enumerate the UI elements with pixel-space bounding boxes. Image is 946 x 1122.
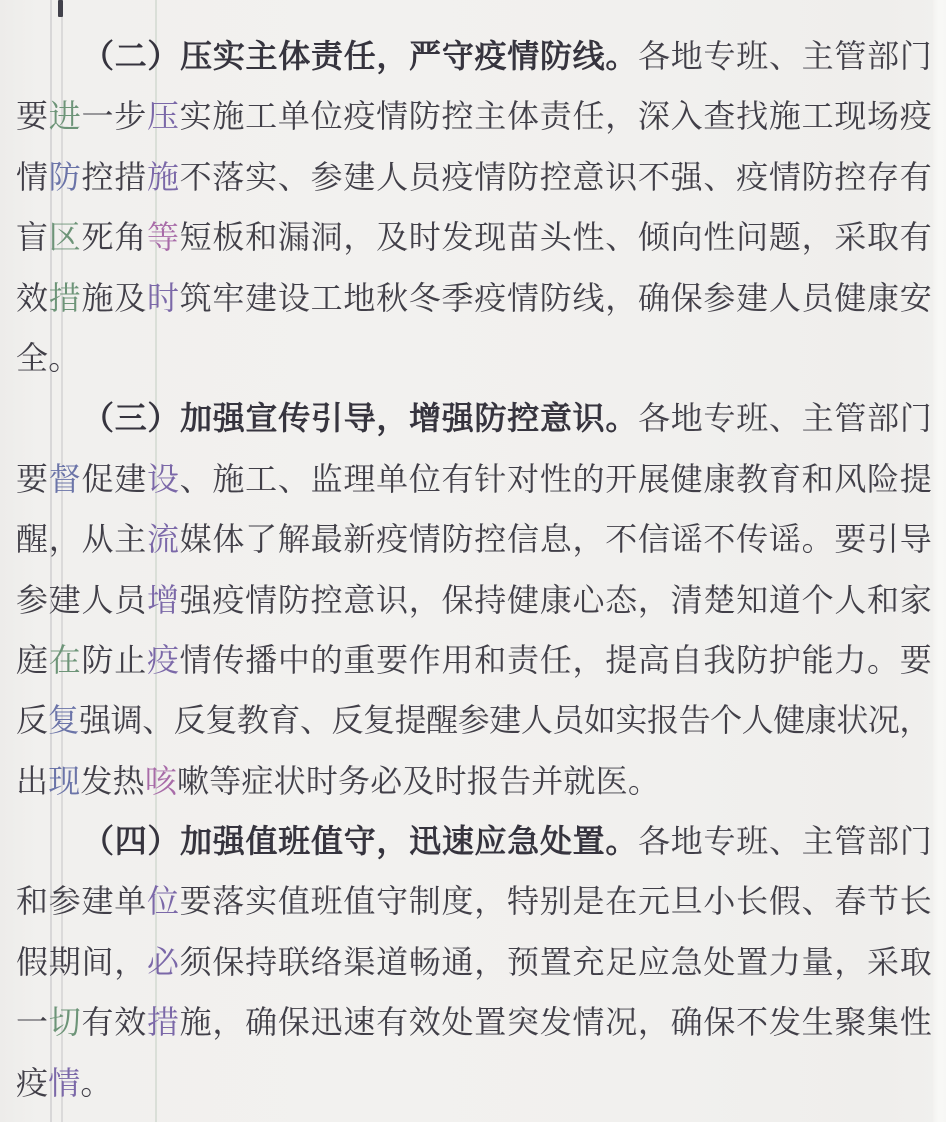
body-text: 各地专班、主管部门 xyxy=(638,38,932,74)
body-text: 压 xyxy=(146,98,180,135)
body-text: 措 xyxy=(48,279,82,316)
body-text: 设 xyxy=(146,460,180,497)
body-text: 须保持联络渠道畅通，预置充足应急处置力量，采取 xyxy=(179,943,932,980)
text-line xyxy=(16,992,932,1052)
text-line xyxy=(16,509,932,569)
body-text: 区 xyxy=(48,219,82,256)
body-text: 情 xyxy=(16,158,49,195)
body-text: 增 xyxy=(146,581,180,618)
body-text: 一步 xyxy=(81,98,147,135)
body-text: 在 xyxy=(48,641,82,678)
text-line xyxy=(16,811,932,871)
text-line xyxy=(16,207,932,267)
text-line xyxy=(16,690,932,750)
text-line xyxy=(16,328,932,388)
body-text: 效 xyxy=(16,279,49,316)
body-text: 疫 xyxy=(146,641,180,678)
body-text: 出 xyxy=(16,762,49,799)
text-line xyxy=(16,871,932,931)
text-line xyxy=(16,932,932,992)
body-text: 强调、反复教育、反复提醒参建人员如实报告个人健康状况， xyxy=(79,702,931,739)
text-line xyxy=(16,1053,932,1113)
section-heading-text: （四）加强值班值守，迅速应急处置。 xyxy=(82,823,639,860)
text-line xyxy=(16,751,932,811)
body-text: 疫 xyxy=(16,1064,49,1101)
body-text: 进 xyxy=(48,98,82,135)
body-text: 情 xyxy=(48,1064,81,1101)
body-text: 切 xyxy=(48,1004,82,1041)
section-heading-text: （二）压实主体责任，严守疫情防线。 xyxy=(82,38,639,74)
body-text: 时 xyxy=(146,279,180,316)
body-text: 情传播中的重要作用和责任，提高自我防护能力。要 xyxy=(179,641,932,678)
section-heading-text: （三）加强宣传引导，增强防控意识。 xyxy=(82,400,639,437)
body-text: 施及 xyxy=(81,279,147,316)
body-text: 庭 xyxy=(16,641,49,678)
text-line xyxy=(16,268,932,328)
body-text: 和参建单 xyxy=(16,883,147,920)
body-text: 。 xyxy=(80,1064,113,1101)
body-text: 必 xyxy=(146,943,180,980)
body-text: 死角 xyxy=(81,219,147,256)
body-text: 全。 xyxy=(16,339,81,376)
body-text: 控措 xyxy=(81,158,147,195)
body-text: 流 xyxy=(146,521,180,558)
body-text: 醒，从主 xyxy=(16,521,147,558)
body-text: 督 xyxy=(48,460,82,497)
body-text: 咳 xyxy=(144,762,178,799)
body-text: 发热 xyxy=(80,762,145,799)
body-text: 防止 xyxy=(81,641,147,678)
body-text: 盲 xyxy=(16,219,49,256)
text-line xyxy=(16,388,932,448)
body-text: 要落实值班值守制度，特别是在元旦小长假、春节长 xyxy=(179,883,932,920)
document-body xyxy=(16,26,932,1113)
body-text: 、施工、监理单位有针对性的开展健康教育和风险提 xyxy=(179,460,932,497)
body-text: 假期间， xyxy=(16,943,147,980)
body-text: 筑牢建设工地秋冬季疫情防线，确保参建人员健康安 xyxy=(179,279,932,316)
body-text: 各地专班、主管部门 xyxy=(638,400,932,437)
body-text: 现 xyxy=(48,762,81,799)
body-text: 不落实、参建人员疫情防控意识不强、疫情防控存有 xyxy=(179,158,932,195)
body-text: 参建人员 xyxy=(16,581,147,618)
body-text: 防 xyxy=(48,158,82,195)
body-text: 等 xyxy=(146,219,180,256)
text-line xyxy=(16,26,932,86)
body-text: 嗽等症状时务必及时报告并就医。 xyxy=(177,762,661,799)
scan-artifact-right-edge xyxy=(933,0,946,1122)
body-text: 促建 xyxy=(81,460,147,497)
text-line xyxy=(16,147,932,207)
text-line xyxy=(16,630,932,690)
text-line xyxy=(16,570,932,630)
scan-artifact-dark-mark xyxy=(58,0,63,17)
body-text: 措 xyxy=(146,1004,180,1041)
text-line xyxy=(16,449,932,509)
body-text: 要 xyxy=(16,460,49,497)
body-text: 要 xyxy=(16,98,49,135)
body-text: 有效 xyxy=(81,1004,147,1041)
body-text: 位 xyxy=(146,883,180,920)
body-text: 施，确保迅速有效处置突发情况，确保不发生聚集性 xyxy=(179,1004,932,1041)
body-text: 一 xyxy=(16,1004,49,1041)
body-text: 媒体了解最新疫情防控信息，不信谣不传谣。要引导 xyxy=(179,521,932,558)
body-text: 反 xyxy=(16,702,48,739)
body-text: 各地专班、主管部门 xyxy=(638,823,932,860)
text-line xyxy=(16,86,932,146)
body-text: 短板和漏洞，及时发现苗头性、倾向性问题，采取有 xyxy=(179,219,932,256)
body-text: 复 xyxy=(47,702,80,739)
body-text: 实施工单位疫情防控主体责任，深入查找施工现场疫 xyxy=(179,98,932,135)
body-text: 施 xyxy=(146,158,180,195)
body-text: 强疫情防控意识，保持健康心态，清楚知道个人和家 xyxy=(179,581,932,618)
